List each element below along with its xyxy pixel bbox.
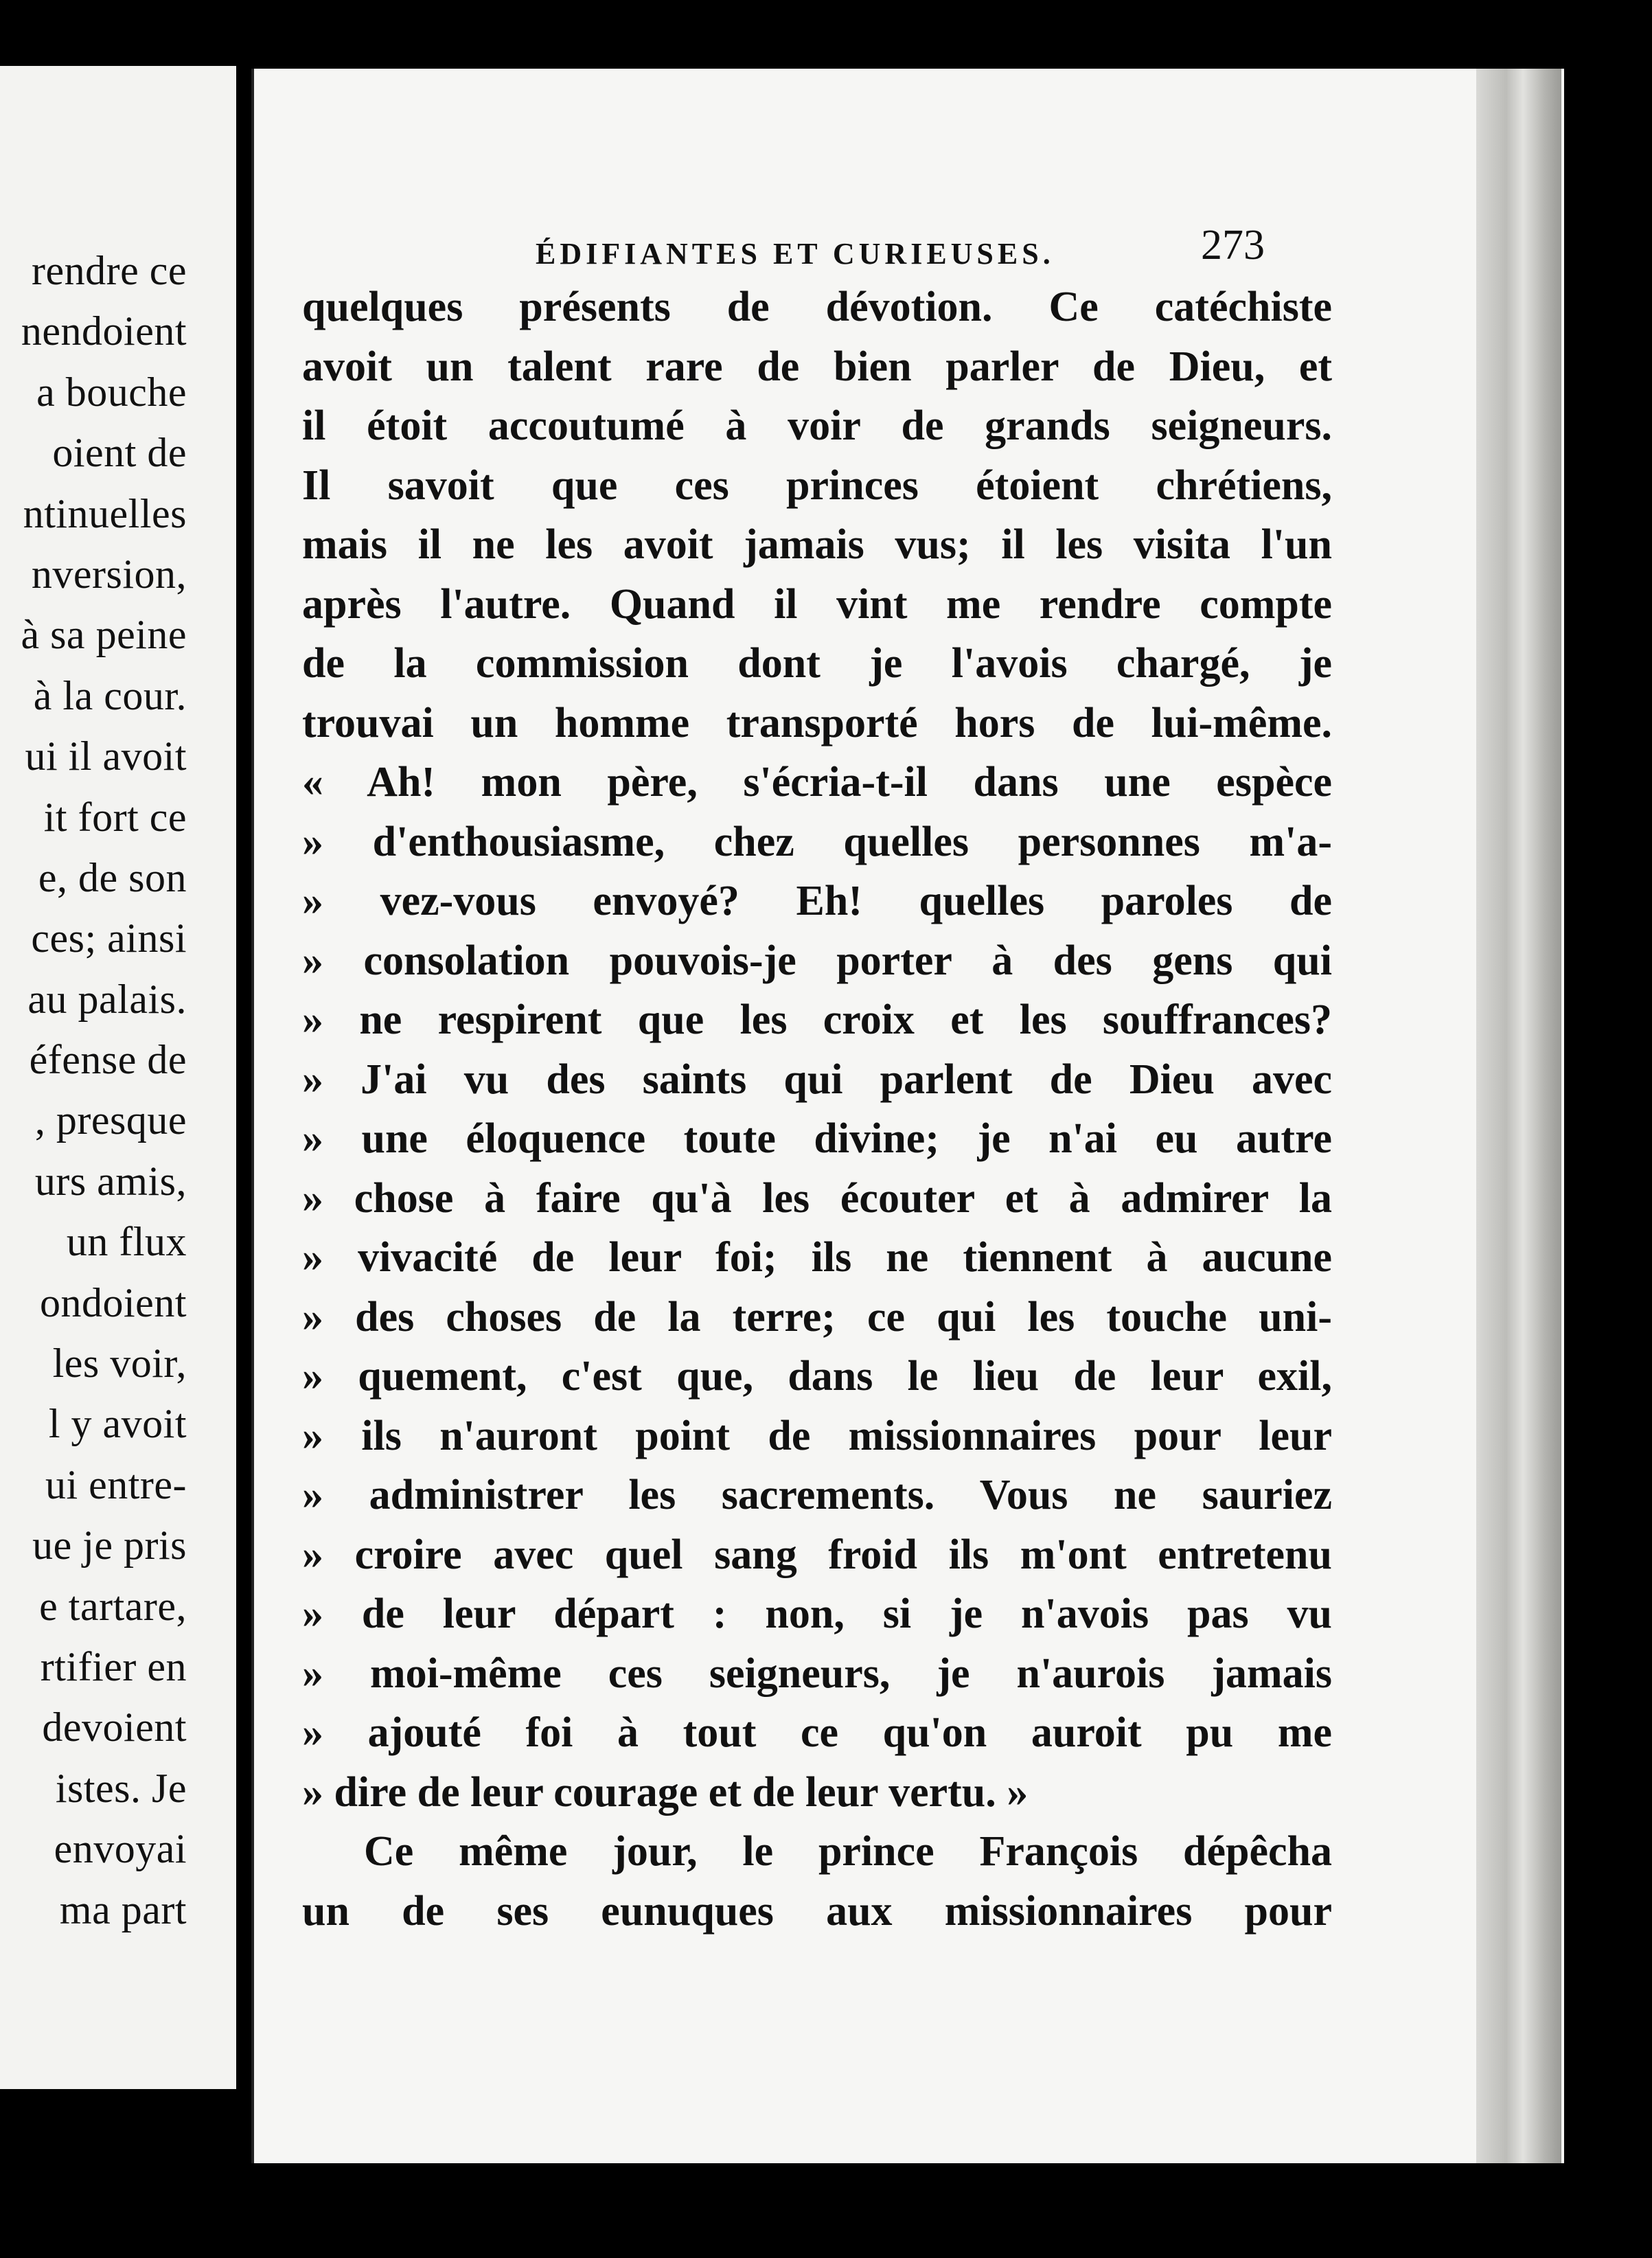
- text-line: un de ses eunuques aux missionnaires pour: [302, 1887, 1332, 1935]
- left-line: rendre ce: [32, 248, 187, 293]
- body-text: [302, 277, 1332, 1941]
- left-line: ondoient: [40, 1279, 187, 1325]
- text-line: « Ah! mon père, s'écria-t-il dans une espèce: [302, 759, 1332, 806]
- text-line: » J'ai vu des saints qui parlent de Dieu avec: [302, 1056, 1332, 1103]
- left-line: oient de: [52, 430, 187, 476]
- left-line: nendoient: [21, 308, 187, 354]
- left-line: à la cour.: [33, 672, 187, 718]
- text-line: quelques présents de dévotion. Ce catéchiste: [302, 284, 1332, 330]
- left-line: rtifier en: [40, 1643, 187, 1689]
- text-line: » moi-même ces seigneurs, je n'aurois jamais: [302, 1650, 1332, 1697]
- left-line: au palais.: [27, 976, 187, 1022]
- left-line: , presque: [34, 1097, 187, 1143]
- text-line: » ils n'auront point de missionnaires pour leur: [302, 1412, 1332, 1459]
- text-line: » quement, c'est que, dans le lieu de leur exil,: [302, 1353, 1332, 1400]
- left-line: un flux: [66, 1219, 187, 1265]
- text-line: Il savoit que ces princes étoient chrétiens,: [302, 461, 1332, 509]
- running-head: ÉDIFIANTES ET CURIEUSES.: [536, 237, 1055, 271]
- text-line: il étoit accoutumé à voir de grands seigneurs.: [302, 402, 1332, 449]
- text-line: » de leur départ : non, si je n'avois pas vu: [302, 1590, 1332, 1637]
- left-line: urs amis,: [34, 1158, 187, 1204]
- text-line: » ajouté foi à tout ce qu'on auroit pu me: [302, 1709, 1332, 1756]
- text-line: après l'autre. Quand il vint me rendre compte: [302, 580, 1332, 628]
- text-line: » dire de leur courage et de leur vertu. »: [302, 1768, 1029, 1816]
- left-line: ui il avoit: [25, 733, 187, 779]
- text-line: » une éloquence toute divine; je n'ai eu autre: [302, 1115, 1332, 1162]
- page-header: [536, 221, 1291, 276]
- left-line: devoient: [42, 1704, 187, 1750]
- left-page: [0, 66, 236, 2089]
- left-line: l y avoit: [48, 1401, 187, 1447]
- left-page-text: [21, 240, 187, 1940]
- left-line: les voir,: [52, 1341, 187, 1387]
- left-line: ma part: [59, 1886, 187, 1932]
- left-line: à sa peine: [21, 612, 187, 658]
- page-number: 273: [1201, 222, 1265, 269]
- left-line: éfense de: [29, 1037, 187, 1083]
- left-line: e, de son: [38, 854, 187, 900]
- text-line: » chose à faire qu'à les écouter et à admirer la: [302, 1174, 1332, 1222]
- text-line: » croire avec quel sang froid ils m'ont entretenu: [302, 1531, 1332, 1578]
- text-line: » consolation pouvois-je porter à des gens qui: [302, 937, 1332, 984]
- text-line: Ce même jour, le prince François dépêcha: [364, 1828, 1332, 1875]
- book-gutter: [236, 66, 251, 2089]
- text-line: » ne respirent que les croix et les souffrances?: [302, 996, 1332, 1043]
- left-line: istes. Je: [55, 1765, 187, 1811]
- text-line: mais il ne les avoit jamais vus; il les visita l'un: [302, 521, 1332, 568]
- left-line: ue je pris: [32, 1523, 187, 1569]
- left-line: ntinuelles: [23, 490, 187, 536]
- text-line: » d'enthousiasme, chez quelles personnes m'a-: [302, 818, 1332, 865]
- left-line: nversion,: [31, 551, 187, 597]
- text-line: trouvai un homme transporté hors de lui-même.: [302, 699, 1332, 746]
- left-line: envoyai: [54, 1826, 187, 1872]
- text-line: de la commission dont je l'avois chargé, je: [302, 640, 1332, 687]
- left-line: a bouche: [36, 369, 187, 415]
- left-line: ces; ainsi: [31, 915, 187, 961]
- left-line: e tartare,: [39, 1583, 187, 1629]
- text-line: » vez-vous envoyé? Eh! quelles paroles de: [302, 878, 1332, 924]
- text-line: avoit un talent rare de bien parler de Dieu, et: [302, 343, 1332, 390]
- text-line: » vivacité de leur foi; ils ne tiennent à aucune: [302, 1234, 1332, 1281]
- text-line: » des choses de la terre; ce qui les touche uni-: [302, 1293, 1332, 1341]
- left-line: it fort ce: [43, 794, 187, 840]
- left-line: ui entre-: [45, 1461, 187, 1507]
- page-edge: [1476, 69, 1561, 2163]
- text-line: » administrer les sacrements. Vous ne sauriez: [302, 1472, 1332, 1518]
